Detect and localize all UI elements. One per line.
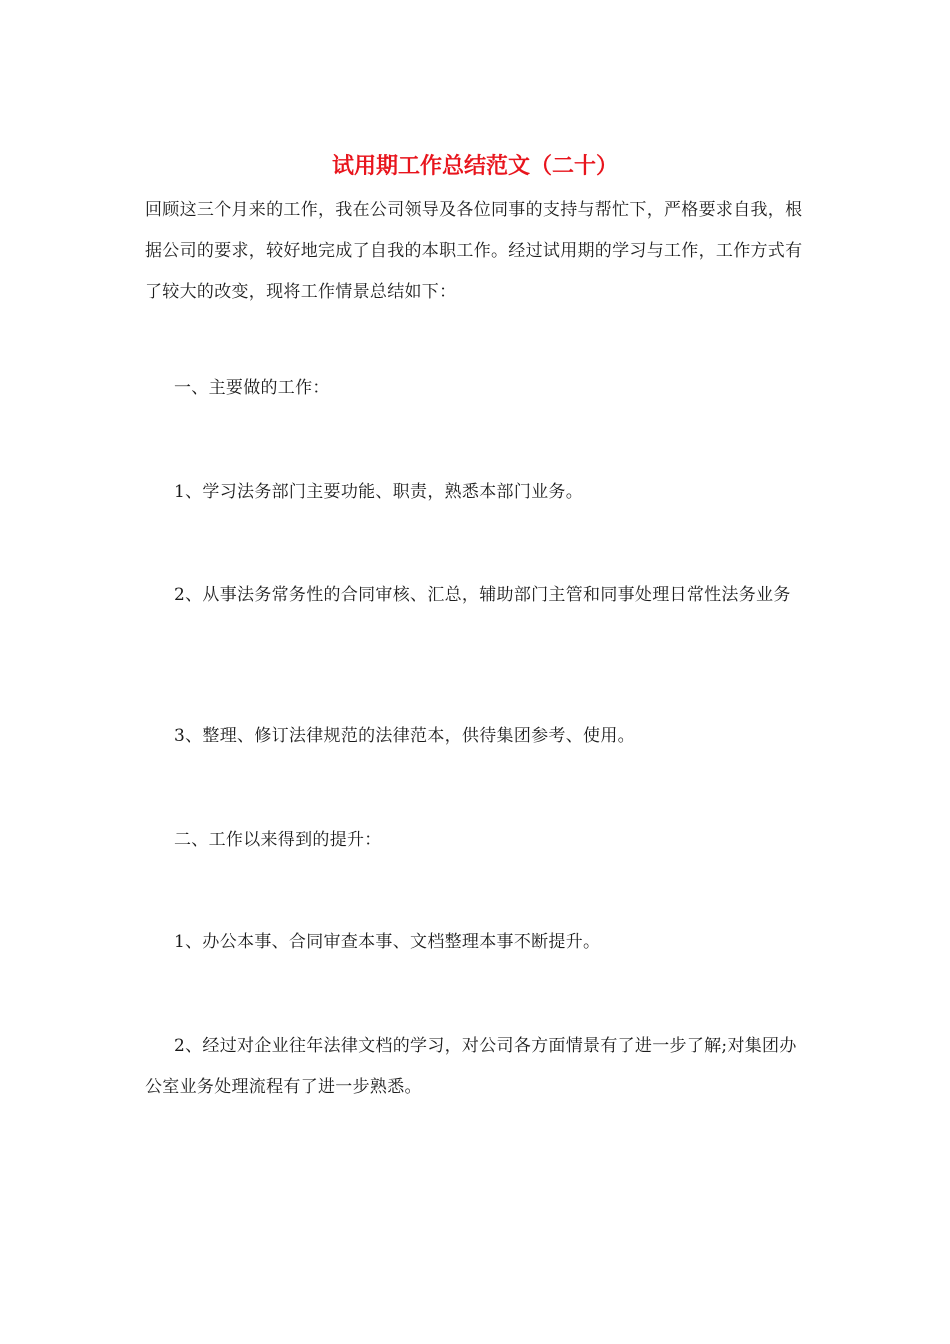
improvement-item-2: 2、经过对企业往年法律文档的学习，对公司各方面情景有了进一步了解;对集团办公室业务处理流程有了进一步熟悉。 [145,1036,797,1097]
intro-paragraph: 回顾这三个月来的工作，我在公司领导及各位同事的支持与帮忙下，严格要求自我，根据公司的要求，较好地完成了自我的本职工作。经过试用期的学习与工作，工作方式有了较大的改变，现将工作情景总结如下： [145,200,803,302]
main-work-item-1: 1、学习法务部门主要功能、职责，熟悉本部门业务。 [174,482,584,502]
main-work-item-3: 3、整理、修订法律规范的法律范本，供待集团参考、使用。 [174,726,635,746]
main-work-item-2: 2、从事法务常务性的合同审核、汇总，辅助部门主管和同事处理日常性法务业务 [174,585,791,605]
improvement-item-1: 1、办公本事、合同审查本事、文档整理本事不断提升。 [174,932,601,952]
section-heading-main-work: 一、主要做的工作： [174,378,330,398]
section-heading-improvements: 二、工作以来得到的提升： [174,830,382,850]
document-title: 试用期工作总结范文（二十） [331,153,618,179]
